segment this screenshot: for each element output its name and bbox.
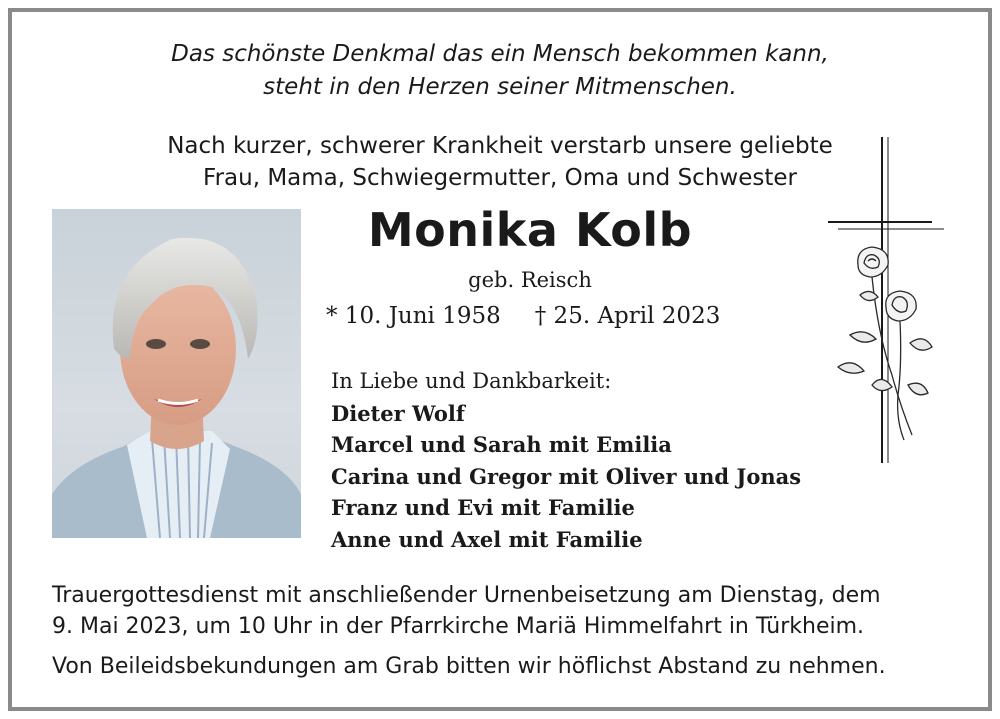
service-announcement xyxy=(52,580,952,642)
mourner-name: Franz und Evi mit Familie xyxy=(331,495,635,520)
motto-line-2: steht in den Herzen seiner Mitmenschen. xyxy=(263,74,737,100)
mourner-name: Marcel und Sarah mit Emilia xyxy=(331,432,672,457)
intro-line-1: Nach kurzer, schwerer Krankheit verstarb unsere geliebte xyxy=(167,133,833,159)
portrait-photo xyxy=(52,209,301,538)
intro-line-2: Frau, Mama, Schwiegermutter, Oma und Schwester xyxy=(203,165,797,191)
condolence-note: Von Beileidsbekundungen am Grab bitten wir höflichst Abstand zu nehmen. xyxy=(52,654,886,679)
deceased-name: Monika Kolb xyxy=(367,203,693,257)
birth-name: geb. Reisch xyxy=(468,268,592,292)
service-line-2: 9. Mai 2023, um 10 Uhr in der Pfarrkirche Mariä Himmelfahrt in Türkheim. xyxy=(52,614,865,639)
service-line-1: Trauergottesdienst mit anschließender Urnenbeisetzung am Dienstag, dem xyxy=(52,583,881,608)
birth-date: * 10. Juni 1958 xyxy=(326,303,501,329)
mourners-lead: In Liebe und Dankbarkeit: xyxy=(331,369,612,393)
cross-with-roses-icon xyxy=(820,135,950,470)
mourner-name: Dieter Wolf xyxy=(331,400,465,426)
life-dates xyxy=(326,303,720,329)
mourners-list xyxy=(331,366,801,555)
death-date: † 25. April 2023 xyxy=(534,303,721,329)
mourner-name: Anne und Axel mit Familie xyxy=(331,526,643,552)
mourner-name: Carina und Gregor mit Oliver und Jonas xyxy=(331,463,802,489)
motto xyxy=(0,38,1000,104)
motto-line-1: Das schönste Denkmal das ein Mensch bekommen kann, xyxy=(171,41,829,67)
